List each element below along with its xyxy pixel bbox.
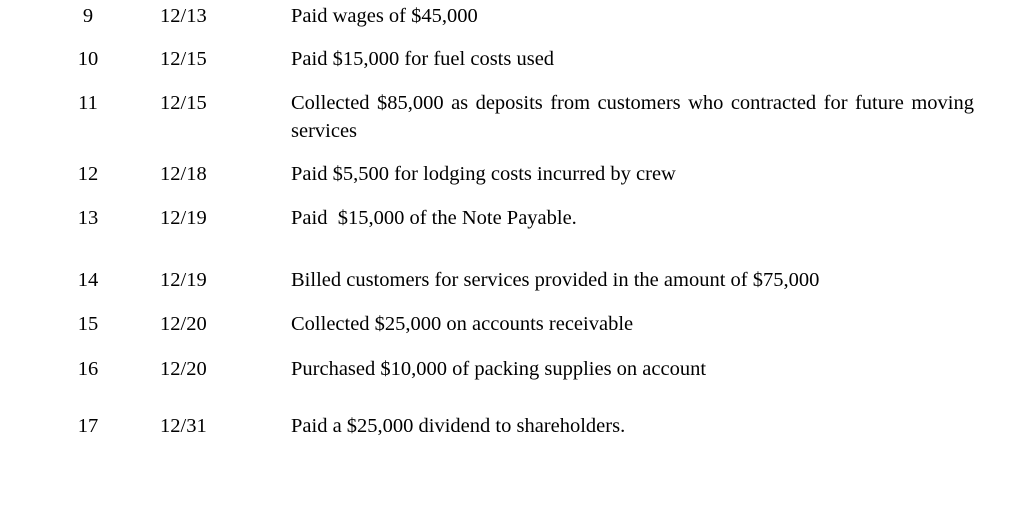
- transaction-description: Paid wages of $45,000: [291, 5, 478, 27]
- transaction-description: Paid $5,500 for lodging costs incurred by crew: [291, 163, 676, 185]
- transaction-number: 13: [77, 207, 99, 229]
- transaction-date: 12/31: [160, 415, 207, 437]
- transaction-description: Purchased $10,000 of packing supplies on account: [291, 358, 707, 380]
- transaction-date: 12/15: [160, 48, 207, 70]
- transaction-date: 12/19: [160, 269, 207, 291]
- transaction-description: Paid $15,000 of the Note Payable.: [291, 207, 577, 229]
- transaction-number: 10: [77, 48, 99, 70]
- transaction-number: 9: [82, 5, 94, 27]
- transaction-description: Billed customers for services provided in the amount of $75,000: [291, 269, 820, 291]
- transaction-description: Collected $25,000 on accounts receivable: [291, 313, 634, 335]
- transaction-date: 12/20: [160, 358, 207, 380]
- transaction-number: 12: [77, 163, 99, 185]
- transaction-description: Paid a $25,000 dividend to shareholders.: [291, 415, 626, 437]
- transaction-number: 16: [77, 358, 99, 380]
- transaction-date: 12/20: [160, 313, 207, 335]
- transaction-description: Paid $15,000 for fuel costs used: [291, 48, 555, 70]
- transaction-number: 17: [77, 415, 99, 437]
- transaction-number: 15: [77, 313, 99, 335]
- transaction-date: 12/18: [160, 163, 207, 185]
- transaction-description: Collected $85,000 as deposits from customers who contracted for future moving services: [291, 92, 974, 142]
- transaction-date: 12/19: [160, 207, 207, 229]
- transaction-number: 11: [78, 92, 98, 114]
- transaction-number: 14: [77, 269, 99, 291]
- transaction-date: 12/15: [160, 92, 207, 114]
- transaction-date: 12/13: [160, 5, 207, 27]
